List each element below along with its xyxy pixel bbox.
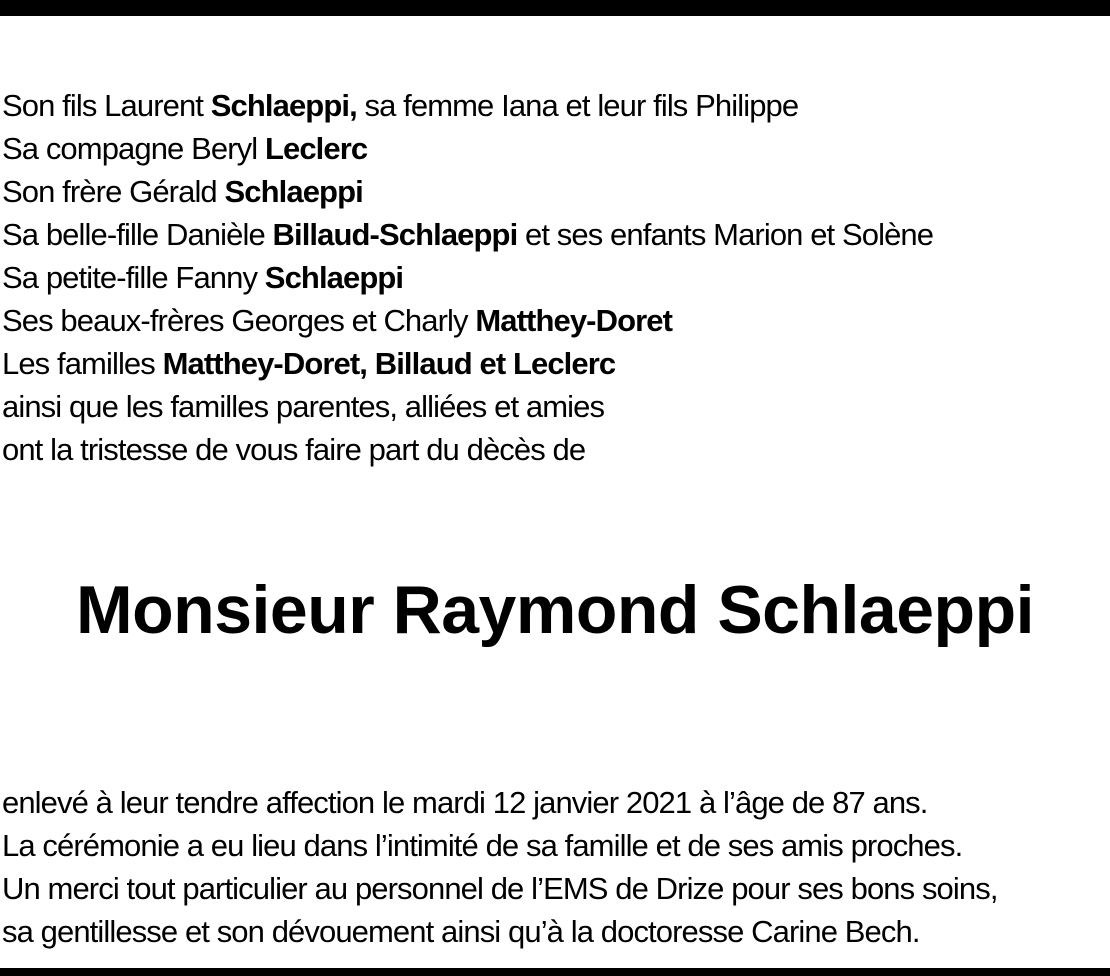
line-text: Sa compagne Beryl: [2, 131, 265, 166]
line-text: sa femme Iana et leur fils Philippe: [356, 88, 799, 123]
family-name: Schlaeppi: [224, 174, 363, 209]
family-name: Schlaeppi: [264, 260, 404, 295]
family-announcement: [2, 84, 1107, 471]
closing-line: sa gentillesse et son dévouement ainsi qu’à la doctoresse Carine Bech.: [2, 914, 920, 949]
line-text: ainsi que les familles parentes, alliées et amies: [2, 389, 605, 424]
line-text: Son frère Gérald: [2, 174, 225, 209]
line-text: Ses beaux-frères Georges et Charly: [2, 303, 476, 338]
family-name: Billaud-Schlaeppi: [272, 217, 518, 252]
announcement-line: [2, 170, 1107, 213]
announcement-line: [2, 127, 1107, 170]
family-name: Matthey-Doret: [475, 303, 673, 338]
closing-line: enlevé à leur tendre affection le mardi 12 janvier 2021 à l’âge de 87 ans.: [2, 785, 928, 820]
line-text: ont la tristesse de vous faire part du dècès de: [2, 432, 586, 467]
line-text: Son fils Laurent: [2, 88, 211, 123]
family-name: Leclerc: [264, 131, 368, 166]
announcement-line: [2, 256, 1107, 299]
closing-line: La cérémonie a eu lieu dans l’intimité de sa famille et de ses amis proches.: [2, 828, 963, 863]
announcement-line: [2, 84, 1107, 127]
announcement-line: [2, 213, 1107, 256]
top-border: [0, 0, 1110, 16]
line-text: Sa belle-fille Danièle: [2, 217, 273, 252]
announcement-line: [2, 299, 1107, 342]
announcement-line: [2, 342, 1107, 385]
line-text: Les familles: [2, 346, 163, 381]
announcement-line: [2, 385, 1107, 428]
family-name: Schlaeppi,: [210, 88, 357, 123]
bottom-border: [0, 968, 1110, 976]
family-name: Matthey-Doret, Billaud et Leclerc: [162, 346, 616, 381]
deceased-name: Monsieur Raymond Schlaeppi: [75, 572, 1035, 648]
line-text: Sa petite-fille Fanny: [2, 260, 265, 295]
announcement-line: [2, 428, 1107, 471]
line-text: et ses enfants Marion et Solène: [517, 217, 934, 252]
closing-line: Un merci tout particulier au personnel de l’EMS de Drize pour ses bons soins,: [2, 871, 998, 906]
closing-text: [2, 781, 1107, 953]
